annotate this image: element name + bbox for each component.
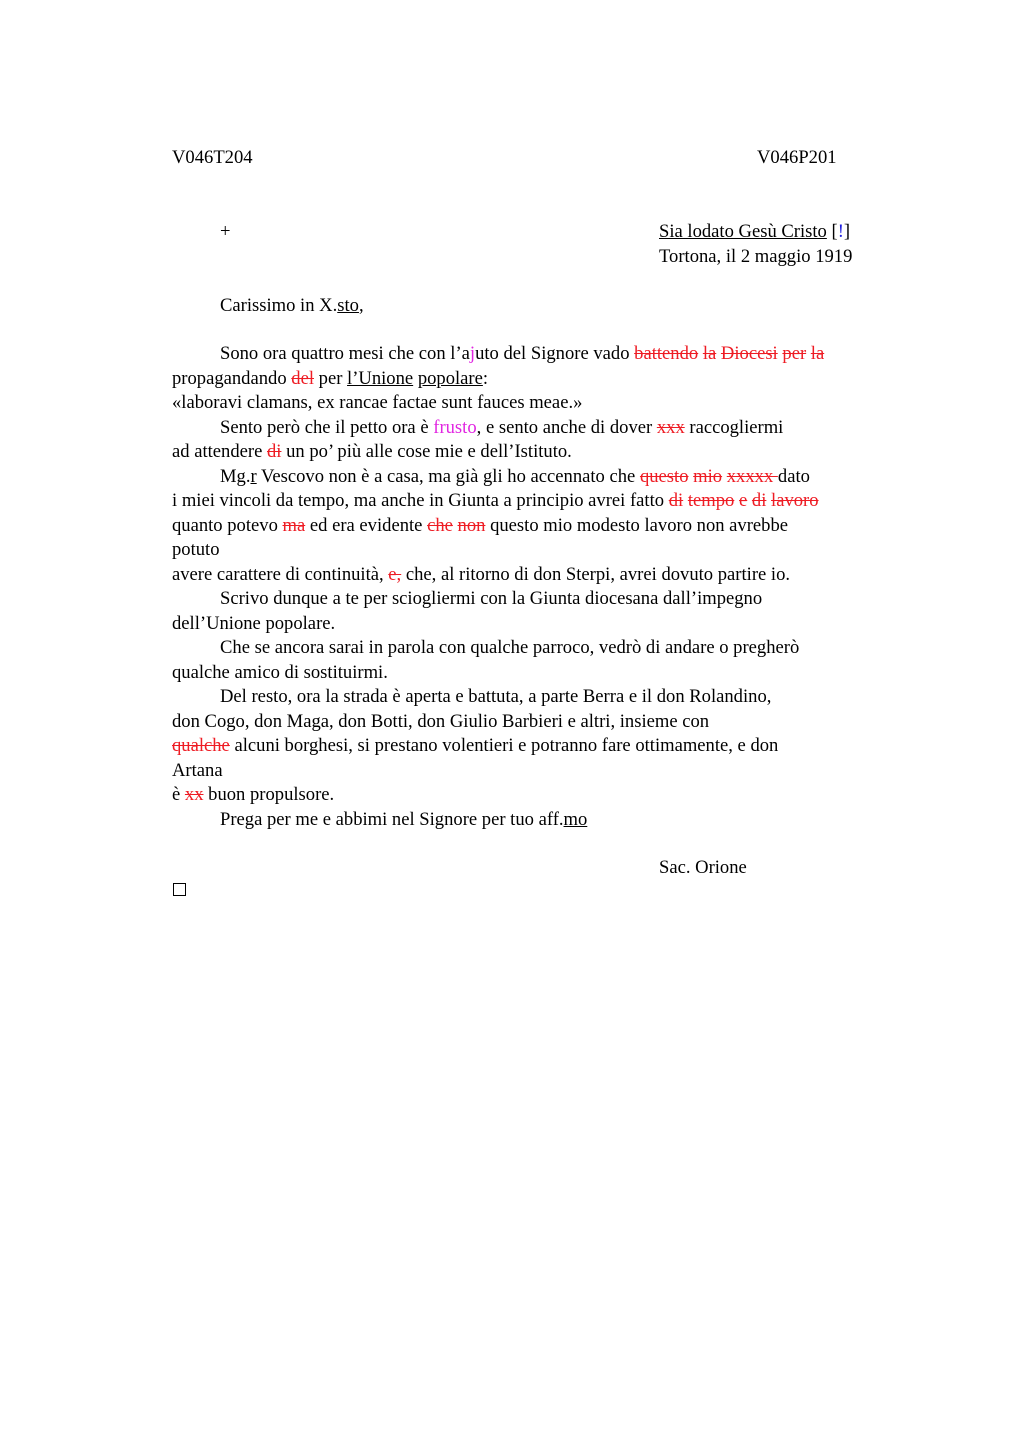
body-line: [172, 416, 912, 441]
body-line: Del resto, ora la strada è aperta e battuta, a parte Berra e il don Rolandino,: [220, 686, 772, 707]
deletion: xx: [184, 784, 204, 805]
cross-symbol: +: [220, 221, 231, 242]
deletion: Diocesi: [720, 343, 778, 364]
text: ad attendere: [172, 441, 267, 462]
deletion: non: [457, 514, 486, 536]
text: Sono ora quattro mesi che con l’a: [220, 343, 470, 364]
end-square-icon: [173, 883, 186, 896]
deletion: lavoro: [771, 490, 819, 511]
body-line: Scrivo dunque a te per sciogliermi con la Giunta diocesana dall’impegno: [220, 588, 763, 609]
body-line: potuto: [172, 539, 220, 560]
deletion: mio: [693, 465, 723, 487]
text: uto del Signore vado: [475, 343, 635, 364]
body-line: [172, 465, 912, 490]
text: quanto potevo: [172, 514, 283, 536]
greeting: [220, 294, 364, 319]
motto: [659, 220, 850, 245]
text: Mg.: [220, 465, 251, 487]
text: buon propulsore.: [203, 784, 335, 805]
text: raccogliermi: [684, 416, 784, 438]
editorial-bracket-close: ]: [843, 221, 851, 242]
body-line: don Cogo, don Maga, don Botti, don Giulio Barbieri e altri, insieme con: [172, 710, 710, 732]
text: è: [172, 784, 185, 805]
greeting-comma: ,: [358, 295, 364, 316]
text: :: [482, 367, 489, 389]
body-line: qualche amico di sostituirmi.: [172, 661, 388, 683]
text: i miei vincoli da tempo, ma anche in Giunta a principio avrei fatto: [172, 490, 669, 511]
body-line: Artana: [172, 759, 223, 781]
deletion: qualche: [172, 735, 230, 756]
highlight: frusto: [433, 416, 477, 438]
text: questo mio modesto lavoro non avrebbe: [485, 514, 789, 536]
highlight: j: [469, 343, 476, 364]
deletion: che: [427, 514, 453, 536]
underlined-text: r: [250, 465, 257, 487]
text: che, al ritorno di don Sterpi, avrei dovuto partire io.: [401, 563, 791, 585]
text: avere carattere di continuità,: [172, 563, 389, 585]
text: dato: [777, 465, 810, 487]
motto-text: Sia lodato Gesù Cristo: [659, 221, 827, 242]
editorial-mark: !: [837, 221, 844, 242]
text: alcuni borghesi, si prestano volentieri e potranno fare ottimamente, e don: [229, 735, 779, 756]
doc-code-left: V046T204: [172, 147, 253, 168]
text: , e sento anche di dover: [476, 416, 657, 438]
deletion: e,: [388, 563, 402, 585]
greeting-abbrev: sto: [337, 295, 359, 316]
deletion: di: [266, 441, 282, 462]
doc-code-right: V046P201: [757, 147, 837, 168]
deletion: questo: [639, 465, 689, 487]
deletion: e: [738, 490, 748, 511]
deletion: del: [291, 367, 314, 389]
deletion: xxxxx: [726, 465, 778, 487]
body-line: [172, 563, 912, 588]
body-line: [172, 342, 912, 367]
underlined-text: l’Unione: [347, 367, 414, 389]
editorial-bracket-open: [: [831, 221, 838, 242]
text: propagandando: [172, 367, 292, 389]
deletion: xxx: [656, 416, 685, 438]
underlined-text: mo: [563, 808, 588, 830]
text: Prega per me e abbimi nel Signore per tuo aff.: [220, 808, 564, 830]
deletion: di: [668, 490, 684, 511]
deletion: di: [751, 490, 767, 511]
body-line: [172, 489, 912, 514]
signature: Sac. Orione: [659, 857, 747, 878]
body-line: dell’Unione popolare.: [172, 612, 336, 634]
text: un po’ più alle cose mie e dell’Istituto.: [281, 441, 572, 462]
place-date: Tortona, il 2 maggio 1919: [659, 246, 853, 267]
letter-body: [172, 342, 912, 832]
body-line: [172, 808, 912, 833]
deletion: ma: [282, 514, 306, 536]
body-line: [172, 734, 912, 759]
body-line: [172, 783, 912, 808]
deletion: per: [782, 343, 807, 364]
underlined-text: popolare: [417, 367, 483, 389]
deletion: la: [702, 343, 717, 364]
body-line: [172, 514, 912, 539]
body-line: Che se ancora sarai in parola con qualche parroco, vedrò di andare o pregherò: [220, 637, 800, 658]
deletion: la: [810, 343, 825, 364]
text: ed era evidente: [305, 514, 428, 536]
text: Sento però che il petto ora è: [220, 416, 434, 438]
greeting-prefix: Carissimo in X.: [220, 295, 338, 316]
text: Vescovo non è a casa, ma già gli ho accennato che: [256, 465, 640, 487]
body-line: [172, 440, 912, 465]
text: per: [314, 367, 348, 389]
quote-line: «laboravi clamans, ex rancae factae sunt fauces meae.»: [172, 392, 583, 413]
deletion: battendo: [634, 343, 699, 364]
deletion: tempo: [687, 490, 735, 511]
body-line: [172, 367, 912, 392]
